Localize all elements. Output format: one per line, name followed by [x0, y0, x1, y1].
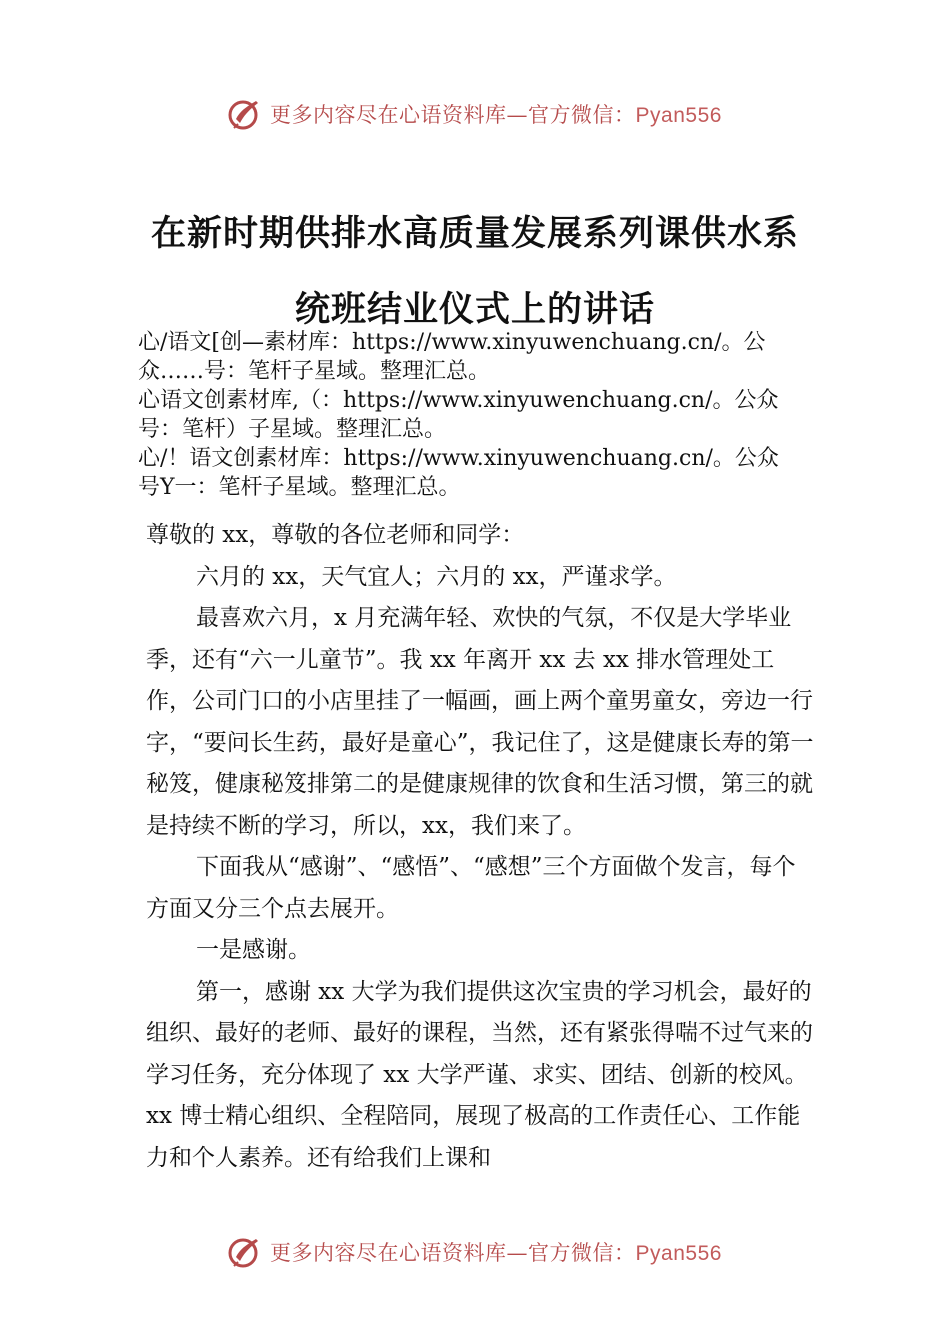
header-banner-text: 更多内容尽在心语资料库—官方微信：Pyan556 — [270, 103, 722, 127]
wechat-id: Pyan556 — [635, 104, 722, 127]
speech-body — [146, 515, 816, 1179]
pen-logo-icon — [228, 97, 262, 131]
body-paragraph: 下面我从“感谢”、“感悟”、“感想”三个方面做个发言，每个方面又分三个点去展开。 — [146, 854, 796, 922]
salutation-paragraph: 尊敬的 xx，尊敬的各位老师和同学： — [146, 522, 525, 548]
header-banner — [0, 94, 950, 134]
document-title-line-2: 统班结业仪式上的讲话 — [294, 289, 655, 330]
body-paragraph: 第一，感谢 xx 大学为我们提供这次宝贵的学习机会，最好的组织、最好的老师、最好的课程，当然，还有紧张得喘不过气来的学习任务，充分体现了 xx 大学严谨、求实、团结、创新的校风。xx 博士精心组织、全程陪同，展现了极高的工作责任心、工作能力和个人素养。还有给我们上课和 — [146, 978, 813, 1171]
document-title-line-1: 在新时期供排水高质量发展系列课供水系 — [150, 213, 799, 254]
body-paragraph: 六月的 xx，天气宜人；六月的 xx，严谨求学。 — [196, 563, 677, 590]
footer-banner — [0, 1232, 950, 1272]
watermark-line: 号Y一：笔杆子星域。整理汇总。 — [138, 475, 461, 500]
pen-logo-icon — [228, 1235, 262, 1269]
watermark-line: 号：笔杆）子星域。整理汇总。 — [138, 417, 447, 442]
section-heading: 一是感谢。 — [196, 937, 311, 963]
watermark-line: 心/！语文创素材库：https://www.xinyuwenchuang.cn/。公众 — [138, 446, 779, 471]
wechat-id: Pyan556 — [635, 1242, 722, 1265]
watermark-line: 众……号：笔杆子星域。整理汇总。 — [138, 359, 491, 384]
watermark-line: 心/语文[创—素材库：https://www.xinyuwenchuang.cn/。公 — [138, 330, 766, 355]
watermark-text-block — [138, 328, 838, 502]
watermark-line: 心语文创素材库,（：https://www.xinyuwenchuang.cn/。公众 — [138, 388, 779, 413]
body-paragraph: 最喜欢六月，x 月充满年轻、欢快的气氛，不仅是大学毕业季，还有“六一儿童节”。我 xx 年离开 xx 去 xx 排水管理处工作，公司门口的小店里挂了一幅画，画上两个童男童女，旁边一行字，“要问长生药，最好是童心”，我记住了，这是健康长寿的第一秘笈，健康秘笈排第二的是健康规律的饮食和生活习惯，第三的就是持续不断的学习，所以，xx，我们来了。 — [146, 605, 814, 839]
footer-banner-text: 更多内容尽在心语资料库—官方微信：Pyan556 — [270, 1241, 722, 1265]
